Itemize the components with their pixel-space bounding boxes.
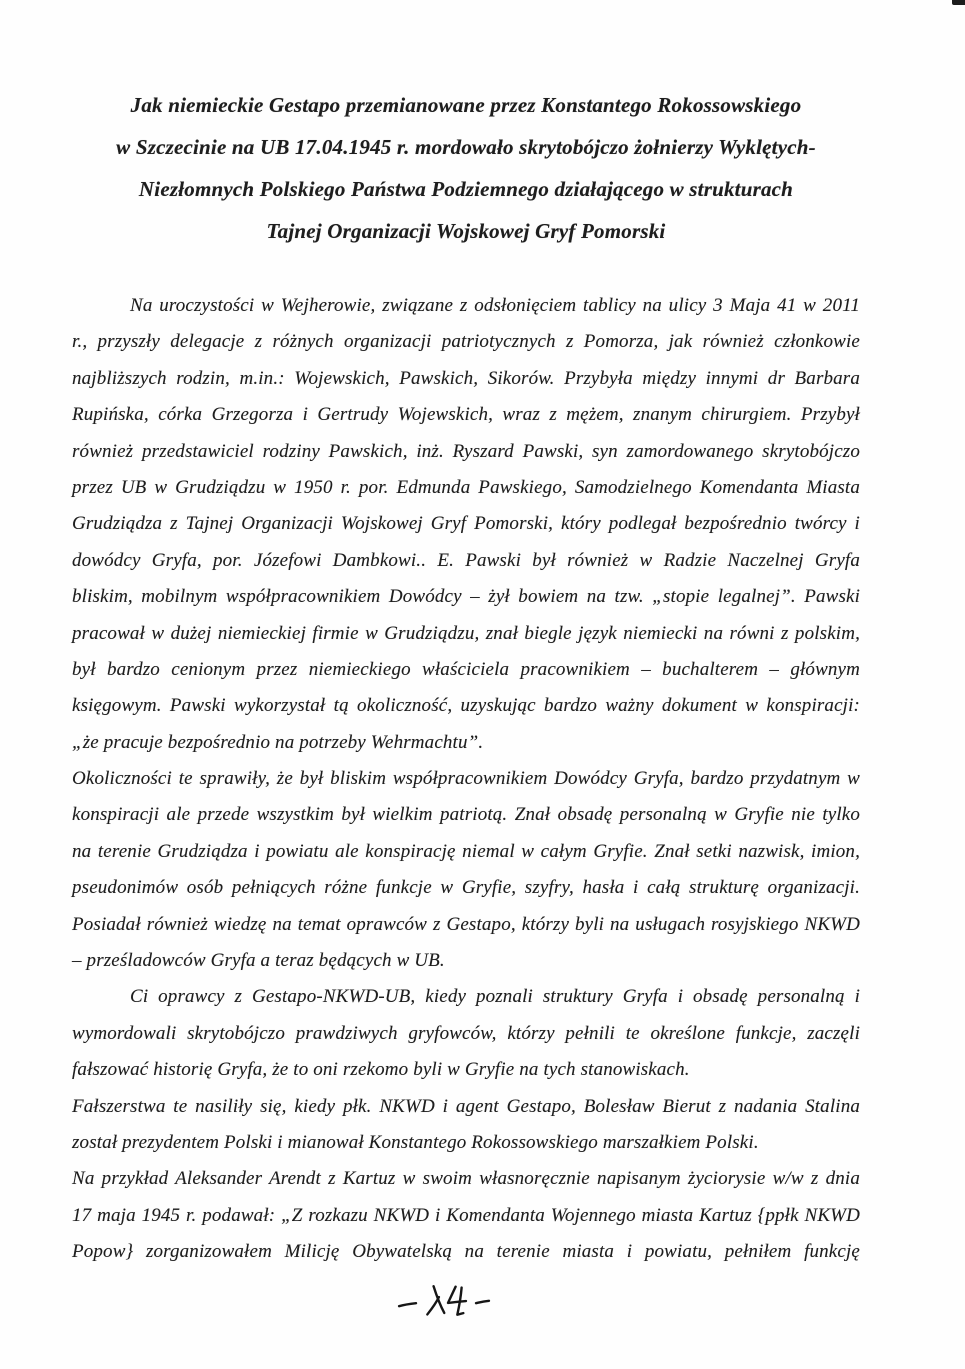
text-line: również przedstawiciel rodziny Pawskich, inż. Ryszard Pawski, syn zamordowanego skrytobójczo	[72, 440, 860, 462]
text-line: był bardzo cenionym przez niemieckiego właściciela pracownikiem – buchalterem – głównym	[72, 658, 860, 680]
text-line: najbliższych rodzin, m.in.: Wojewskich, Pawskich, Sikorów. Przybyła między innymi dr Barbara	[72, 367, 860, 389]
title-line: w Szczecinie na UB 17.04.1945 r. mordowało skrytobójczo żołnierzy Wyklętych-	[116, 135, 816, 159]
text-line: przez UB w Grudziądzu w 1950 r. por. Edmunda Pawskiego, Samodzielnego Komendanta Miasta	[72, 476, 860, 498]
text-line: Posiadał również wiedzę na temat oprawców z Gestapo, którzy byli na usługach rosyjskiego NKWD	[72, 913, 860, 935]
document-body	[72, 288, 860, 1271]
text-line: Grudziądza z Tajnej Organizacji Wojskowej Gryf Pomorski, który podlegał bezpośrednio twórcy i	[72, 513, 860, 535]
text-line: pseudonimów osób pełniących różne funkcje w Gryfie, szyfry, hasła i całą strukturę organizacji.	[72, 877, 860, 899]
text-line: Na uroczystości w Wejherowie, związane z odsłonięciem tablicy na ulicy 3 Maja 41 w 2011	[130, 295, 860, 316]
text-line: Rupińska, córka Grzegorza i Gertrudy Wojewskich, wraz z mężem, znanym chirurgiem. Przybył	[72, 404, 860, 426]
text-line: Ci oprawcy z Gestapo-NKWD-UB, kiedy poznali struktury Gryfa i obsadę personalną i	[130, 986, 860, 1008]
text-line: Okoliczności te sprawiły, że był bliskim współpracownikiem Dowódcy Gryfa, bardzo przydatnym w	[72, 768, 860, 790]
text-line: fałszować historię Gryfa, że to oni rzekomo byli w Gryfie na tych stanowiskach.	[72, 1059, 690, 1081]
title-line: Jak niemieckie Gestapo przemianowane przez Konstantego Rokossowskiego	[130, 93, 802, 117]
handwritten-page-number-strokes	[395, 1279, 492, 1325]
text-line: księgowym. Pawski wykorzystał tą okoliczność, uzyskując bardzo ważny dokument w konspiracji:	[72, 695, 860, 717]
text-line: Na przykład Aleksander Arendt z Kartuz w swoim własnoręcznie napisanym życiorysie w/w z dnia	[72, 1168, 860, 1190]
text-line: – prześladowców Gryfa a teraz będących w UB.	[72, 950, 445, 972]
text-line: na terenie Grudziądza i powiatu ale konspirację niemal w całym Gryfie. Znał setki nazwisk, imion,	[72, 840, 860, 862]
text-line: bliskim, mobilnym współpracownikiem Dowódcy – żył bowiem na tzw. „stopie legalnej”. Pawski	[72, 586, 860, 608]
text-line: r., przyszły delegacje z różnych organizacji patriotycznych z Pomorza, jak również członkowie	[72, 331, 860, 353]
title-line: Tajnej Organizacji Wojskowej Gryf Pomorski	[266, 219, 666, 243]
text-line: konspiracji ale przede wszystkim był wielkim patriotą. Znał obsadę personalną w Gryfie nie tylko	[72, 804, 860, 826]
title-line: Niezłomnych Polskiego Państwa Podziemnego działającego w strukturach	[138, 177, 794, 201]
text-line: 17 maja 1945 r. podawał: „Z rozkazu NKWD i Komendanta Wojennego miasta Kartuz {ppłk NKWD	[72, 1204, 860, 1226]
page-number	[395, 1279, 492, 1325]
text-line: pracował w dużej niemieckiej firmie w Grudziądzu, znał biegle język niemiecki na równi z polskim,	[72, 622, 860, 644]
text-line: „że pracuje bezpośrednio na potrzeby Wehrmachtu”.	[72, 731, 484, 753]
text-line: Fałszerstwa te nasiliły się, kiedy płk. NKWD i agent Gestapo, Bolesław Bierut z nadania Stalina	[72, 1095, 860, 1117]
text-line: wymordowali skrytobójczo prawdziwych gryfowców, którzy pełnili te określone funkcje, zaczęli	[72, 1022, 860, 1044]
text-line: Popow} zorganizowałem Milicję Obywatelską na terenie miasta i powiatu, pełniłem funkcję	[72, 1241, 860, 1263]
text-line: został prezydentem Polski i mianował Konstantego Rokossowskiego marszałkiem Polski.	[72, 1131, 759, 1153]
text-line: dowódcy Gryfa, por. Józefowi Dambkowi.. E. Pawski był również w Radzie Naczelnej Gryfa	[72, 549, 860, 571]
scan-corner-mark	[952, 0, 965, 5]
document-title	[72, 84, 860, 252]
